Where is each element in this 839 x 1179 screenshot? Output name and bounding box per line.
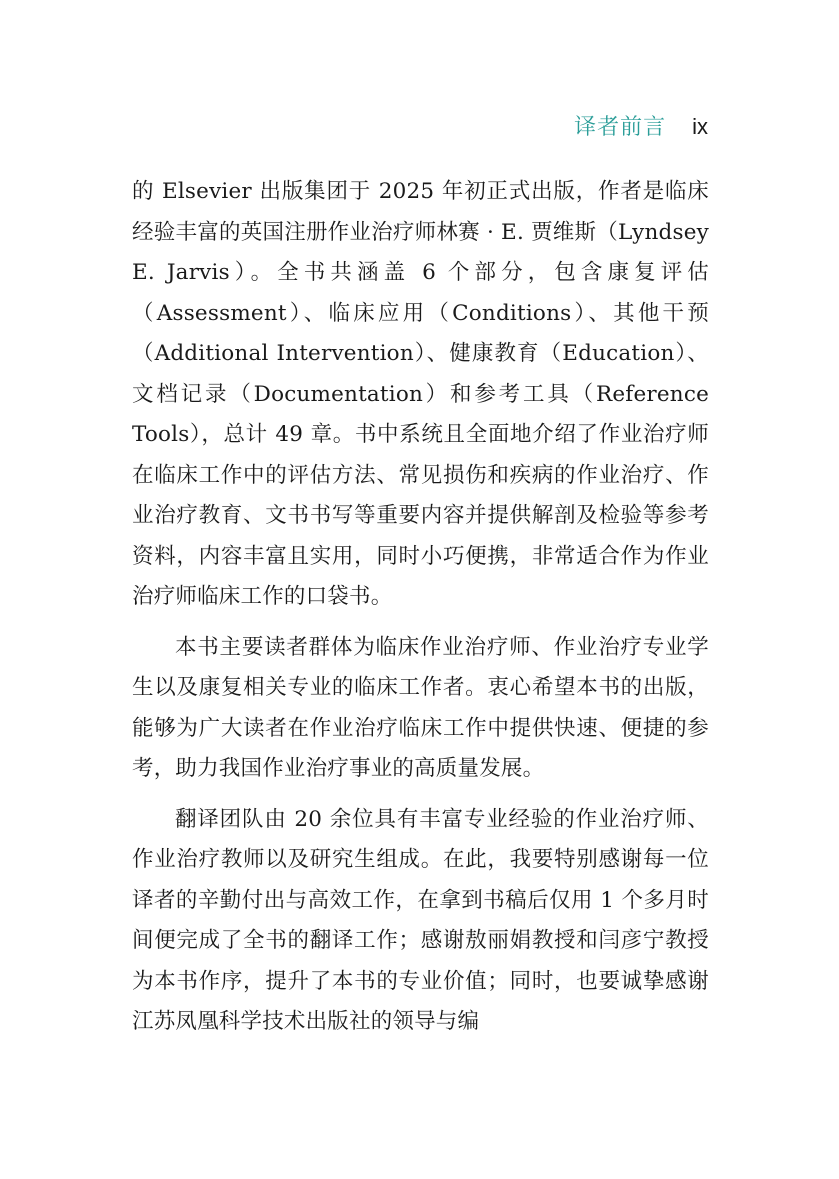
running-header <box>574 110 708 141</box>
paragraph-continued: 的 Elsevier 出版集团于 2025 年初正式出版，作者是临床经验丰富的英国注册作业治疗师林赛 · E. 贾维斯（Lyndsey E. Jarvis）。全书共涵盖 6 个部分，包含康复评估（Assessment）、临床应用（Conditions）、其他干预（Additional Intervention）、健康教育（Education）、文档记录（Documentation）和参考工具（Reference Tools），总计 49 章。书中系统且全面地介绍了作业治疗师在临床工作中的评估方法、常见损伤和疾病的作业治疗、作业治疗教育、文书书写等重要内容并提供解剖及检验等参考资料，内容丰富且实用，同时小巧便携，非常适合作为作业治疗师临床工作的口袋书。 <box>132 179 709 609</box>
body-text <box>132 172 709 1053</box>
paragraph-acknowledgements: 翻译团队由 20 余位具有丰富专业经验的作业治疗师、作业治疗教师以及研究生组成。在此，我要特别感谢每一位译者的辛勤付出与高效工作，在拿到书稿后仅用 1 个多月时间便完成了全书的翻译工作；感谢敖丽娟教授和闫彦宁教授为本书作序，提升了本书的专业价值；同时，也要诚挚感谢江苏凤凰科学技术出版社的领导与编 <box>132 806 709 1034</box>
paragraph-readership: 本书主要读者群体为临床作业治疗师、作业治疗专业学生以及康复相关专业的临床工作者。衷心希望本书的出版，能够为广大读者在作业治疗临床工作中提供快速、便捷的参考，助力我国作业治疗事业的高质量发展。 <box>132 634 709 781</box>
page-number: ix <box>692 114 708 139</box>
section-title: 译者前言 <box>574 115 667 140</box>
